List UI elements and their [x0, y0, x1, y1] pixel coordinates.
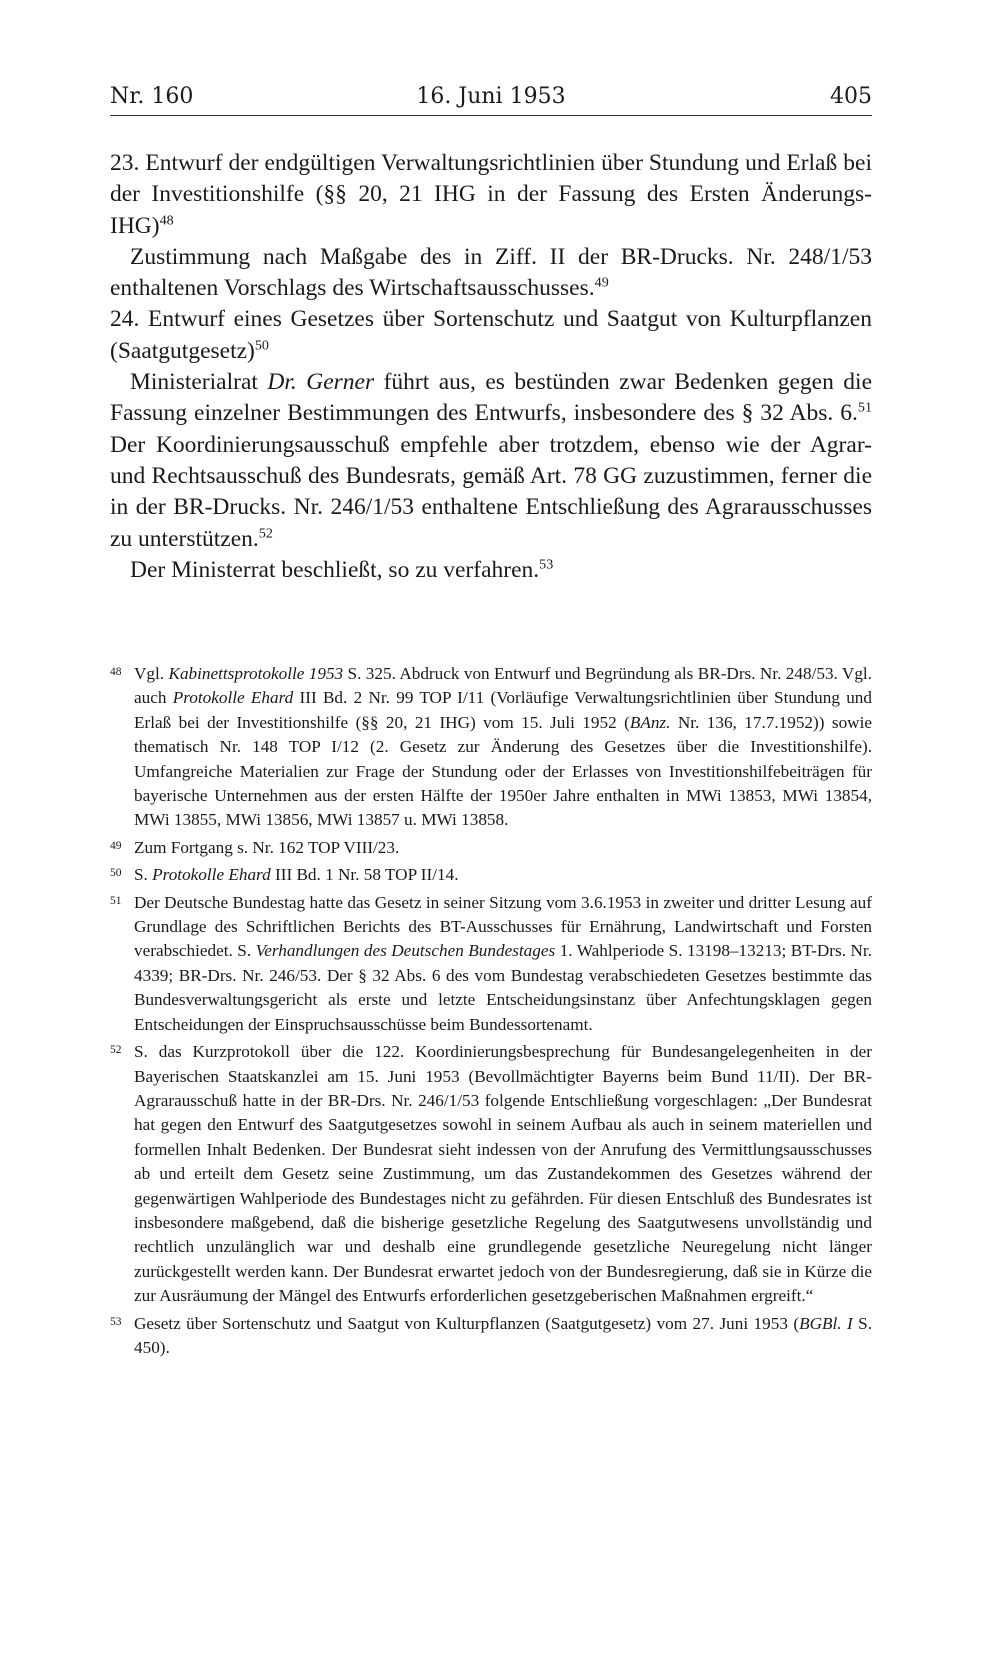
page-header: [110, 82, 872, 118]
footnote-text: Vgl.: [134, 664, 169, 683]
item-24-resolution: [110, 555, 872, 586]
statement-text-c: Der Koordinierungsausschuß empfehle aber trotzdem, ebenso wie der Agrar- und Rechtsausschuß des Bundesrats, gemäß Art. 78 GG zuzustimmen, ferner die in der BR-Drucks. Nr. 246/1/53 enthaltene Entschließung des Agrarausschusses zu unterstützen.: [110, 431, 872, 552]
footnote-52: [110, 1040, 872, 1308]
footnote-ref-51[interactable]: 51: [857, 399, 872, 416]
statement-text-a: Ministerialrat: [130, 369, 268, 396]
footnote-citation: BGBl. I: [799, 1313, 853, 1333]
item-24-title-text: 24. Entwurf eines Gesetzes über Sortenschutz und Saatgut von Kulturpflanzen (Saatgutgesetz): [110, 306, 872, 364]
footnote-text: 1. Wahlperiode S. 13198–13213; BT-Drs. Nr. 4339; BR-Drs. Nr. 246/53. Der § 32 Abs. 6 des vom Bundestag verabschiedeten Gesetzes bestimmte das Bundesverwaltungsgericht als erste und letzte Entscheidungsinstanz über Anfechtungsklagen gegen Entscheidungen der Einspruchsausschüsse beim Bundessortenamt.: [134, 941, 872, 1034]
page-number: 405: [830, 84, 872, 109]
footnote-text: S. 325. Abdruck von Entwurf und Begründung als BR-Drs. Nr. 248/53. Vgl. auch: [134, 664, 873, 708]
statement-text-b: führt aus, es bestünden zwar Bedenken gegen die Fassung einzelner Bestimmungen des Entwurfs, insbesondere des § 32 Abs. 6.: [110, 369, 872, 427]
speaker-name: Dr. Gerner: [267, 369, 375, 396]
footnote-ref-49[interactable]: 49: [594, 274, 609, 291]
footnote-number: 48: [110, 666, 122, 678]
footnote-citation: BAnz.: [629, 712, 671, 732]
footnote-53: [110, 1312, 872, 1361]
footnote-citation: Verhandlungen des Deutschen Bundestages: [255, 941, 556, 961]
footnote-48: [110, 662, 872, 833]
footnote-text: III Bd. 1 Nr. 58 TOP II/14.: [270, 865, 459, 885]
footnote-text: S.: [134, 865, 153, 885]
item-23-resolution: [110, 242, 872, 305]
footnote-citation: Protokolle Ehard: [152, 865, 271, 885]
footnote-citation: Protokolle Ehard: [172, 688, 294, 708]
footnote-text: Zum Fortgang s. Nr. 162 TOP VIII/23.: [134, 837, 400, 857]
footnote-text: S. das Kurzprotokoll über die 122. Koordinierungsbesprechung für Bundesangelegenheiten in der Bayerischen Staatskanzlei am 15. Juni 1953 (Bevollmächtigter Bayerns beim Bund 11/II). Der BR-Agrarausschuß hatte in der BR-Drs. Nr. 246/1/53 folgende Entschließung vorgeschlagen: „Der Bundesrat hat gegen den Entwurf des Saatgutgesetzes sowohl in seinem Aufbau als auch in seinem materiellen und formellen Inhalt Bedenken. Der Bundesrat sieht indessen von der Anrufung des Vermittlungsausschusses ab und erteilt dem Gesetz seine Zustimmung, um das Zustandekommen des Gesetzes während der gegenwärtigen Wahlperiode des Bundestages nicht zu gefährden. Für diesen Entschluß des Bundesrates ist insbesondere maßgebend, daß die bisherige gesetzliche Regelung des Saatgutwesens unvollständig und rechtlich unzulänglich war und deshalb eine grundlegende gesetzliche Neuregelung nicht länger zurückgestellt werden kann. Der Bundesrat erwartet jedoch von der Bundesregierung, daß sie in Kürze die zur Ausräumung der Mängel des Entwurfs erforderlichen gesetzgeberischen Maßnahmen ergreift.“: [134, 1042, 872, 1306]
footnote-number: 53: [110, 1315, 122, 1328]
footnote-text: III Bd. 2 Nr. 99 TOP I/11 (Vorläufige Verwaltungsrichtlinien über Stundung und Erlaß bei der Investitionshilfe (§§ 20, 21 IHG) vom 15. Juli 1952 (: [134, 688, 872, 732]
footnote-50: [110, 863, 872, 887]
header-rule: [110, 115, 872, 116]
item-24-resolution-text: Der Ministerrat beschließt, so zu verfahren.: [130, 556, 540, 583]
footnote-number: 51: [110, 894, 122, 907]
item-23-resolution-text: Zustimmung nach Maßgabe des in Ziff. II der BR-Drucks. Nr. 248/1/53 enthaltenen Vorschlags des Wirtschaftsausschusses.: [110, 243, 872, 302]
footnote-text: S. 450).: [134, 1313, 872, 1357]
footnote-ref-53[interactable]: 53: [539, 556, 554, 573]
footnote-citation: Kabinettsprotokolle 1953: [168, 664, 344, 683]
footnote-text: Gesetz über Sortenschutz und Saatgut von Kulturpflanzen (Saatgutgesetz) vom 27. Juni 1953 (: [134, 1313, 800, 1333]
footnote-ref-52[interactable]: 52: [258, 525, 273, 542]
footnote-number: 52: [110, 1044, 122, 1057]
footnote-number: 50: [110, 867, 122, 880]
footnotes: [110, 662, 872, 1363]
main-text: [110, 148, 872, 586]
item-23-title-text: 23. Entwurf der endgültigen Verwaltungsrichtlinien über Stundung und Erlaß bei der Investitionshilfe (§§ 20, 21 IHG in der Fassung des Ersten Änderungs-IHG): [110, 150, 872, 239]
footnote-text: Nr. 136, 17.7.1952)) sowie thematisch Nr. 148 TOP I/12 (2. Gesetz zur Änderung des Gesetzes über die Investitionshilfe). Umfangreiche Materialien zur Frage der Stundung oder der Erlasses von Investitionshilfebeiträgen für bayerische Unternehmen aus der ersten Hälfte der 1950er Jahre enthalten in MWi 13853, MWi 13854, MWi 13855, MWi 13856, MWi 13857 u. MWi 13858.: [134, 712, 872, 830]
item-24-title: [110, 304, 872, 367]
footnote-49: [110, 836, 872, 860]
footnote-number: 49: [110, 839, 122, 852]
document-date: 16. Juni 1953: [416, 84, 566, 109]
footnote-51: [110, 891, 872, 1037]
footnote-text: Der Deutsche Bundestag hatte das Gesetz in seiner Sitzung vom 3.6.1953 in zweiter und dritter Lesung auf Grundlage des Schriftlichen Berichts des BT-Ausschusses für Ernährung, Landwirtschaft und Forsten verabschiedet. S.: [134, 892, 872, 961]
footnote-ref-50[interactable]: 50: [254, 337, 269, 354]
item-24-statement: [110, 367, 872, 555]
document-number: Nr. 160: [110, 84, 194, 109]
footnote-ref-48[interactable]: 48: [159, 212, 174, 229]
item-23-title: [110, 148, 872, 242]
